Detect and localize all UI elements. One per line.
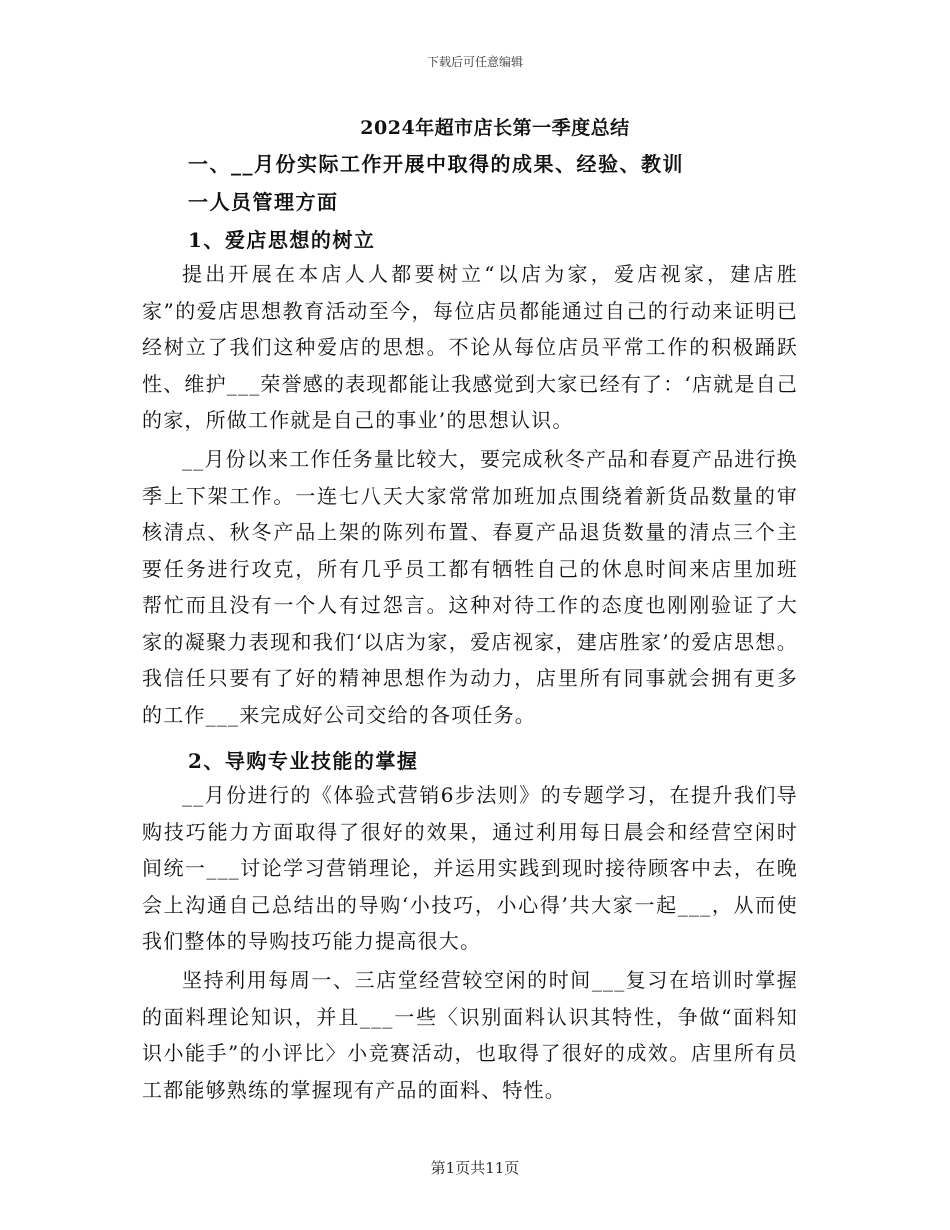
paragraph-3: __月份进行的《体验式营销6步法则》的专题学习，在提升我们导购技巧能力方面取得了很好的效果，通过利用每日晨会和经营空闲时间统一___讨论学习营销理论，并运用实践到现时接待顾客中去，在晚会上沟通自己总结出的导购‘小技巧，小心得’共大家一起___，从而使我们整体的导购技巧能力提高很大。: [142, 783, 798, 953]
document-title: 2024年超市店长第一季度总结: [360, 117, 630, 139]
paragraph-1: 提出开展在本店人人都要树立“以店为家，爱店视家，建店胜家”的爱店思想教育活动至今，每位店员都能通过自己的行动来证明已经树立了我们这种爱店的思想。不论从每位店员平常工作的积极踊跃性、维护___荣誉感的表现都能让我感觉到大家已经有了：‘店就是自己的家，所做工作就是自己的事业’的思想认识。: [142, 262, 798, 432]
paragraph-2: __月份以来工作任务量比较大，要完成秋冬产品和春夏产品进行换季上下架工作。一连七八天大家常常加班加点围绕着新货品数量的审核清点、秋冬产品上架的陈列布置、春夏产品退货数量的清点三个主要任务进行攻克，所有几乎员工都有牺牲自己的休息时间来店里加班帮忙而且没有一个人有过怨言。这种对待工作的态度也刚刚验证了大家的凝聚力表现和我们‘以店为家，爱店视家，建店胜家’的爱店思想。我信任只要有了好的精神思想作为动力，店里所有同事就会拥有更多的工作___来完成好公司交给的各项任务。: [142, 447, 798, 727]
item-heading-2: 2、导购专业技能的掌握: [188, 749, 419, 773]
page-footer: 第1页共11页: [430, 1159, 520, 1177]
item-heading-1: 1、爱店思想的树立: [188, 228, 376, 252]
section-heading: 一、__月份实际工作开展中取得的成果、经验、教训: [188, 152, 684, 176]
subsection-heading: 一人员管理方面: [188, 190, 339, 214]
header-note: 下载后可任意编辑: [426, 55, 523, 69]
paragraph-4: 坚持利用每周一、三店堂经营较空闲的时间___复习在培训时掌握的面料理论知识，并且___一些〈识别面料认识其特性，争做“面料知识小能手”的小评比〉小竞赛活动，也取得了很好的成效。店里所有员工都能够熟练的掌握现有产品的面料、特性。: [142, 968, 798, 1102]
